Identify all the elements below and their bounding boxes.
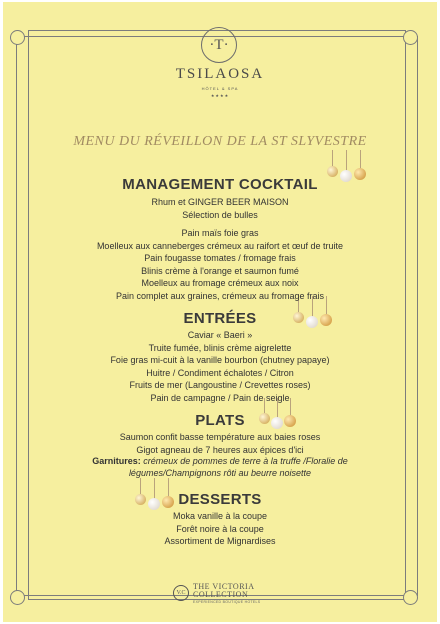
frame-corner-ornament (403, 30, 418, 45)
menu-item: Foie gras mi-cuit à la vanille bourbon (chutney papaye) (110, 355, 330, 365)
menu-item: Pain maïs foie gras (181, 228, 259, 238)
menu-item: Forêt noire à la coupe (176, 523, 264, 534)
menu-item: Caviar « Baeri » (187, 330, 253, 340)
menu-item: Sélection de bulles (182, 209, 258, 220)
section-cocktail (0, 176, 440, 302)
menu-item: Pain fougasse tomates / fromage frais (144, 253, 296, 263)
menu-item: Pain complet aux graines, crémeux au fromage frais (115, 290, 325, 301)
section-title: ENTRÉES (183, 310, 257, 327)
menu-item: Saumon confit basse température aux baies roses (119, 432, 321, 442)
section-title: PLATS (195, 412, 245, 429)
hotel-subtitle: HÔTEL & SPA (201, 86, 239, 91)
section-title: DESSERTS (178, 491, 262, 508)
victoria-collection-logo: V.C (173, 585, 189, 601)
menu-item: Huitre / Condiment échalotes / Citron (146, 367, 294, 378)
menu-item: Fruits de mer (Langoustine / Crevettes roses) (129, 380, 311, 390)
menu-title: MENU DU RÉVEILLON DE LA ST SLYVESTRE (73, 134, 367, 149)
section-entrees (0, 310, 440, 404)
menu-item: Moelleux au fromage crémeux aux noix (141, 278, 299, 288)
garnitures-label: Garnitures: (92, 456, 141, 466)
hotel-monogram-logo: ·T· (201, 27, 237, 63)
frame-corner-ornament (10, 30, 25, 45)
collection-tagline: EXPERIENCED BOUTIQUE HOTELS (193, 600, 261, 604)
menu-item: Assortiment de Mignardises (164, 536, 276, 546)
hotel-name: TSILAOSA (175, 66, 265, 82)
collection-name (193, 583, 254, 599)
menu-item: Blinis crème à l'orange et saumon fumé (141, 265, 299, 276)
section-plats (0, 412, 440, 479)
menu-item: Pain de campagne / Pain de seigle (150, 392, 290, 403)
collection-name-line: THE VICTORIA (193, 582, 255, 591)
garnitures-line (0, 456, 440, 468)
frame-corner-ornament (403, 590, 418, 605)
section-title: MANAGEMENT COCKTAIL (122, 176, 318, 193)
menu-item: Gigot agneau de 7 heures aux épices d'ici (136, 444, 304, 455)
frame-corner-ornament (10, 590, 25, 605)
menu-item: Truite fumée, blinis crème aigrelette (148, 342, 292, 353)
menu-item: Rhum et GINGER BEER MAISON (151, 197, 289, 207)
menu-item: Moelleux aux canneberges crémeux au raifort et œuf de truite (96, 240, 344, 251)
garnitures-text: légumes/Champignons rôti au beurre noisette (128, 467, 312, 478)
section-desserts (0, 491, 440, 548)
menu-item: Moka vanille à la coupe (172, 511, 268, 521)
hotel-stars: ★★★★ (210, 93, 230, 98)
garnitures-text: crémeux de pommes de terre à la truffe /Floralie de (143, 456, 348, 466)
collection-name-line: COLLECTION (193, 590, 249, 599)
